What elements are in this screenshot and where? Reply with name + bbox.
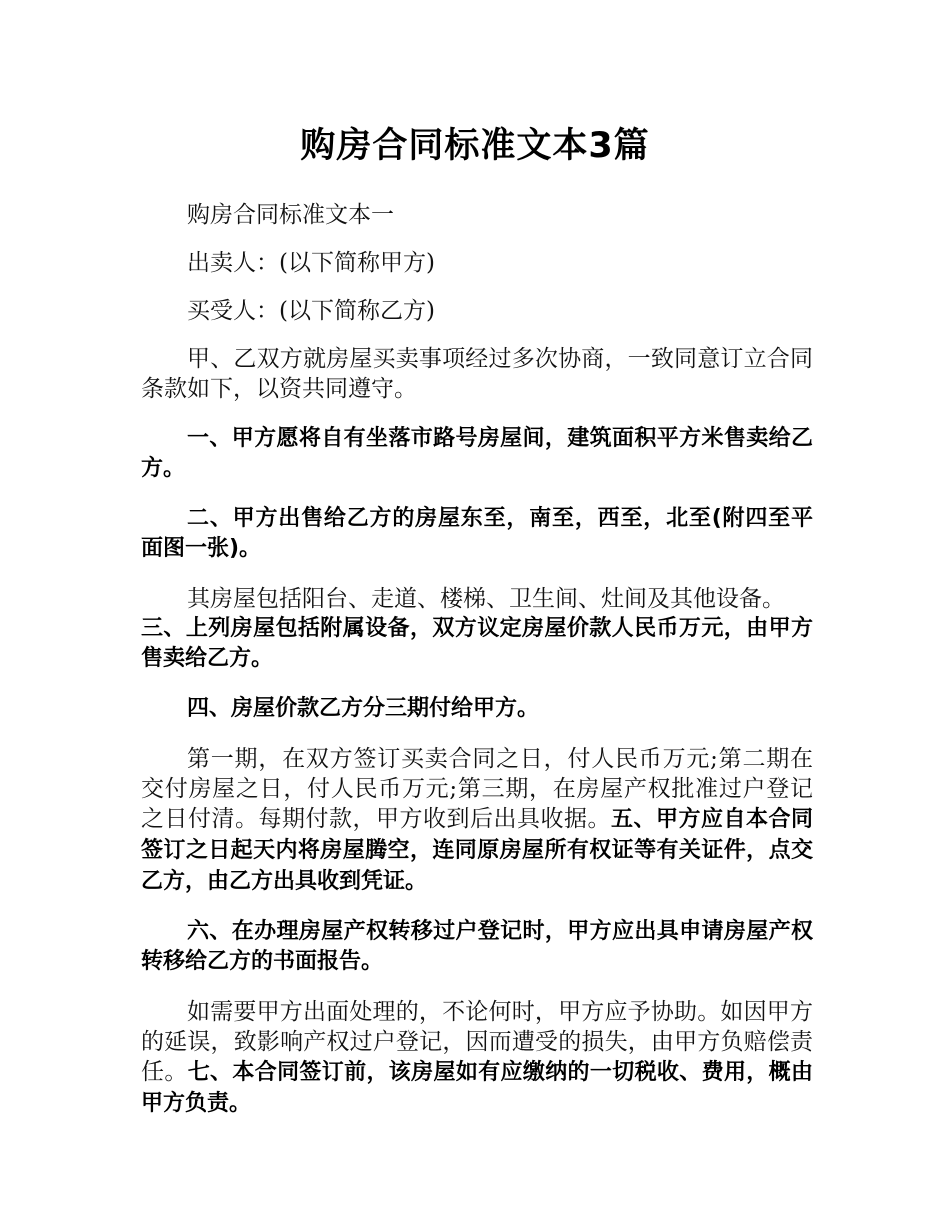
- clause-2-note: 其房屋包括阳台、走道、楼梯、卫生间、灶间及其他设备。: [187, 586, 785, 612]
- clause-7: 七、本合同签订前，该房屋如有应缴纳的一切税收、费用，概由甲方负责。: [141, 1060, 814, 1116]
- clause-6: 六、在办理房屋产权转移过户登记时，甲方应出具申请房屋产权转移给乙方的书面报告。: [141, 919, 813, 974]
- clause-3: 三、上列房屋包括附属设备，双方议定房屋价款人民币万元，由甲方售卖给乙方。: [141, 616, 813, 671]
- clause-6-note-text: 如需要甲方出面处理的，不论何时，甲方应予协助。如因甲方的延误，致影响产权过户登记，因而遭受的损失，由甲方负赔偿责任。: [141, 999, 813, 1085]
- document-subtitle: 购房合同标准文本一: [187, 202, 394, 228]
- seller-line: 出卖人：(以下简称甲方): [187, 250, 435, 276]
- clause-2: 二、甲方出售给乙方的房屋东至，南至，西至，北至(附四至平面图一张)。: [141, 506, 813, 561]
- buyer-line: 买受人：(以下简称乙方): [187, 298, 435, 324]
- clause-6-note-paragraph: [141, 997, 813, 1119]
- document-body: [141, 200, 813, 1139]
- clause-4: 四、房屋价款乙方分三期付给甲方。: [187, 696, 540, 721]
- payment-terms-paragraph: [141, 744, 813, 897]
- clause-1: 一、甲方愿将自有坐落市路号房屋间，建筑面积平方米售卖给乙方。: [141, 426, 813, 481]
- document-title: 购房合同标准文本3篇: [300, 126, 650, 166]
- payment-terms-text: 第一期，在双方签订买卖合同之日，付人民币万元;第二期在交付房屋之日，付人民币万元;第三期，在房屋产权批准过户登记之日付清。每期付款，甲方收到后出具收据。: [141, 746, 813, 832]
- preamble-paragraph: 甲、乙双方就房屋买卖事项经过多次协商，一致同意订立合同条款如下，以资共同遵守。: [141, 346, 813, 402]
- clause-5: 五、甲方应自本合同签订之日起天内将房屋腾空，连同原房屋所有权证等有关证件，点交乙方，由乙方出具收到凭证。: [141, 807, 813, 894]
